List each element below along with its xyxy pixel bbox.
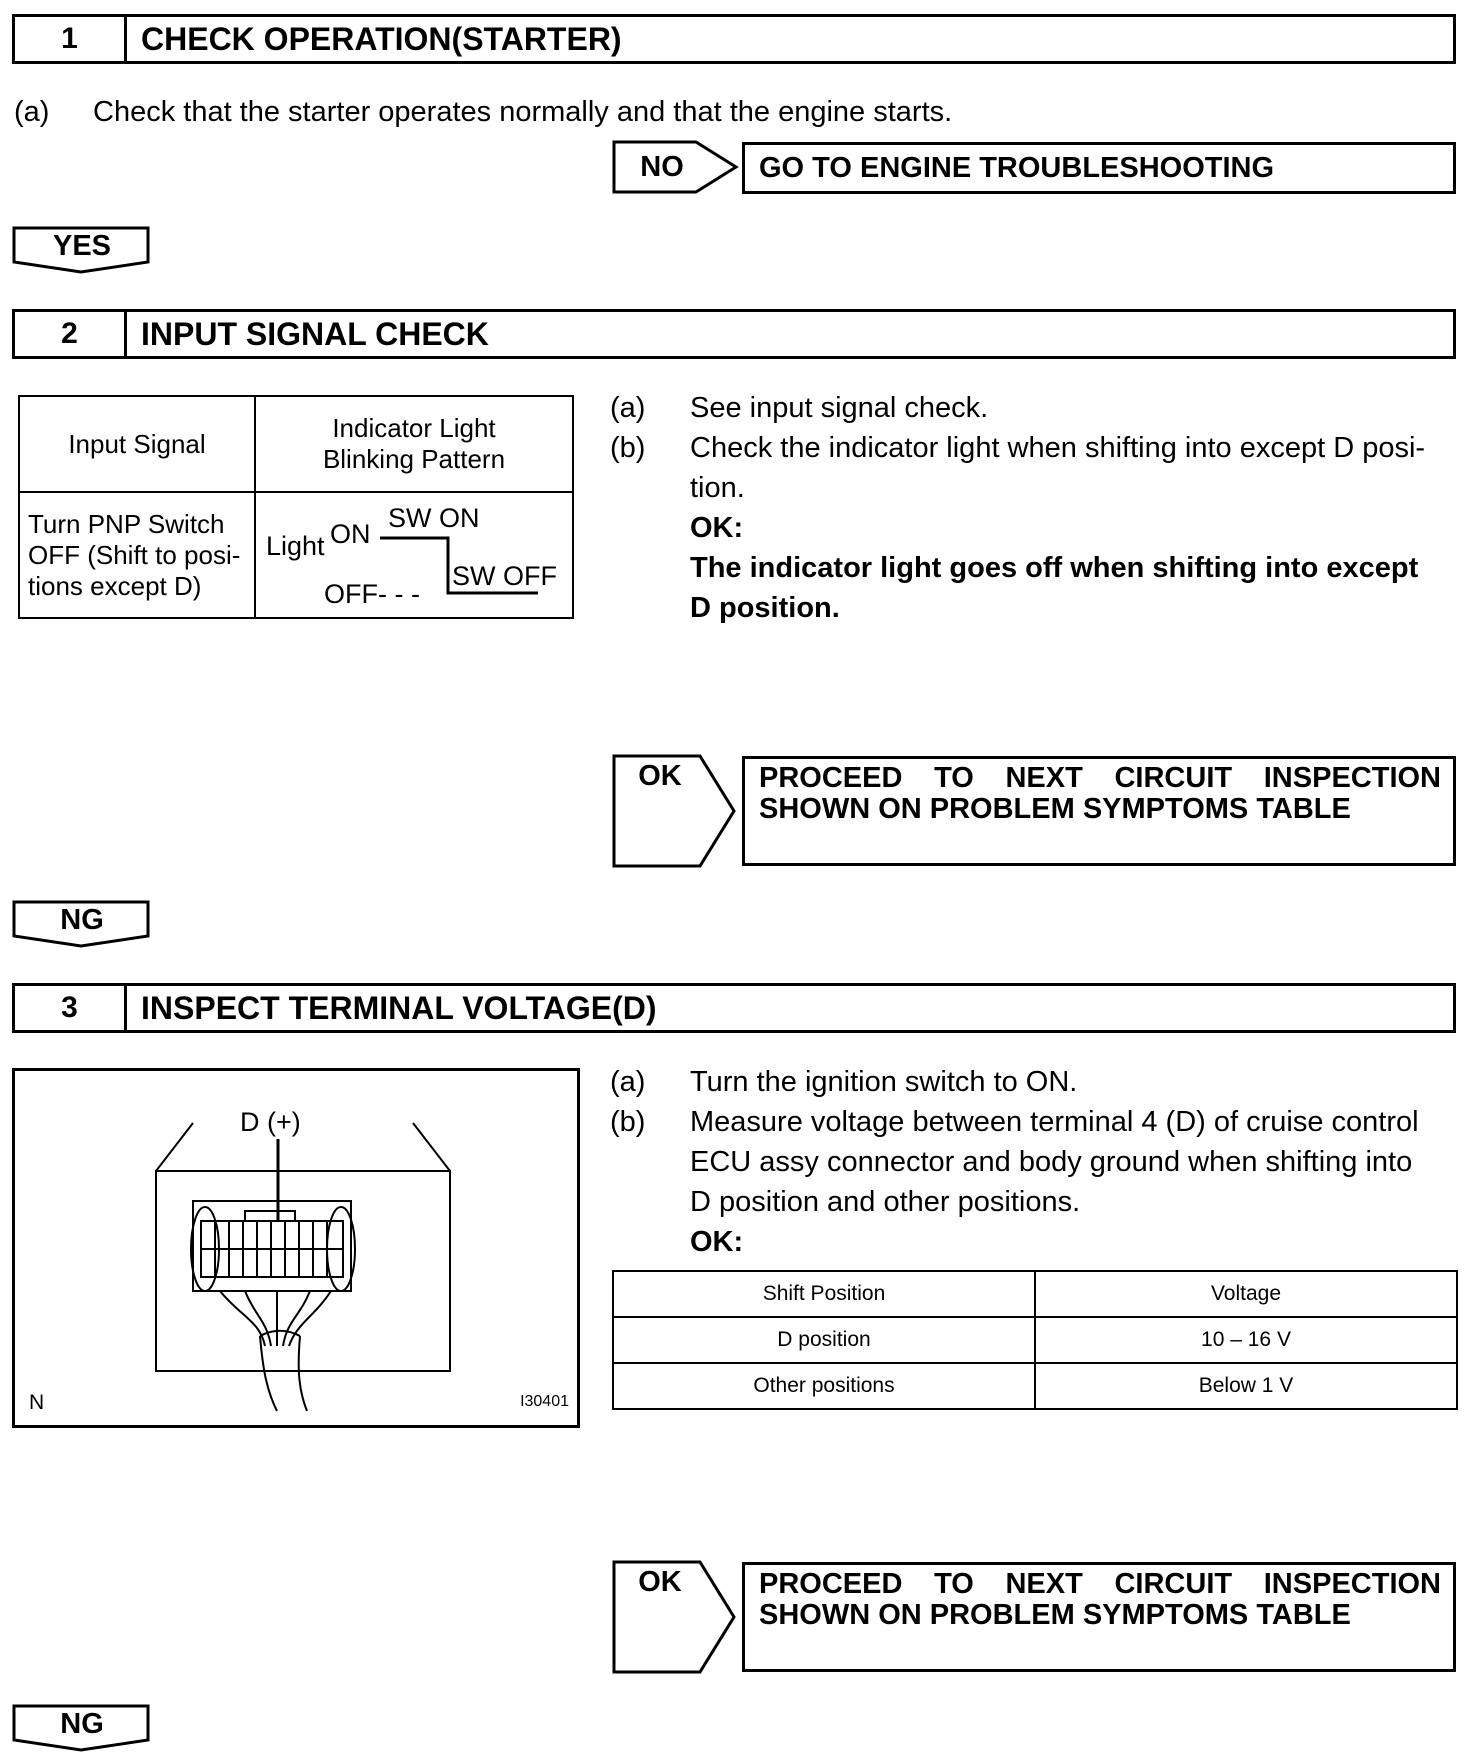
table-header-input-signal: Input Signal — [19, 396, 255, 492]
step-1-title: CHECK OPERATION(STARTER) — [141, 20, 622, 57]
step-2-ok-result-box — [742, 756, 1456, 866]
step-2-item-a-marker: (a) — [610, 392, 646, 424]
step-2-title: INPUT SIGNAL CHECK — [141, 315, 489, 352]
signal-line2: OFF (Shift to posi- — [28, 539, 241, 570]
step-3-ok-result-line2: SHOWN ON PROBLEM SYMPTOMS TABLE — [759, 1599, 1351, 1631]
waveform-on-label: ON — [330, 519, 371, 549]
step-1-item-a-marker: (a) — [14, 96, 50, 128]
figure-corner-mark: N — [29, 1391, 45, 1414]
step-1-header — [12, 14, 1456, 64]
step-3-ok-label: OK — [638, 1566, 682, 1598]
step-2-item-b-marker: (b) — [610, 432, 646, 464]
step-2-item-b-line2: tion. — [690, 472, 745, 504]
figure-id: I30401 — [520, 1393, 569, 1410]
voltage-table-voltage-cell: Below 1 V — [1035, 1363, 1457, 1409]
connector-figure — [12, 1068, 580, 1428]
voltage-table — [612, 1270, 1458, 1410]
step-2-ok-label: OK — [638, 760, 682, 792]
input-signal-table — [18, 395, 574, 619]
step-3-ok-result-box — [742, 1562, 1456, 1672]
step-2-item-b-line1: Check the indicator light when shifting into except D posi- — [690, 432, 1426, 464]
step-2-ok-heading: OK: — [690, 512, 744, 544]
header-pattern-line2: Blinking Pattern — [322, 444, 506, 474]
table-row — [613, 1317, 1457, 1363]
step-3-number: 3 — [15, 986, 127, 1030]
step-1-number: 1 — [15, 17, 127, 61]
step-2-item-a-text: See input signal check. — [690, 392, 989, 424]
no-label: NO — [640, 150, 684, 183]
table-cell-input-signal — [19, 492, 255, 618]
table-row — [613, 1363, 1457, 1409]
step-3-item-b-marker: (b) — [610, 1106, 646, 1138]
step-3-item-b-line1: Measure voltage between terminal 4 (D) of cruise control — [690, 1106, 1419, 1138]
step-3-title: INSPECT TERMINAL VOLTAGE(D) — [141, 989, 657, 1026]
waveform-diagram — [256, 493, 572, 617]
voltage-table-header-voltage: Voltage — [1035, 1271, 1457, 1317]
step-3-item-a-text: Turn the ignition switch to ON. — [690, 1066, 1078, 1098]
terminal-d-label: D (+) — [240, 1107, 301, 1137]
waveform-off-label: OFF- - - — [324, 579, 420, 609]
step-3-ok-heading: OK: — [690, 1226, 744, 1258]
step-2-ok-result-line2: SHOWN ON PROBLEM SYMPTOMS TABLE — [759, 793, 1351, 825]
step-3-header — [12, 983, 1456, 1033]
step-2-ok-line2: D position. — [690, 592, 840, 624]
step-2-ok-line1: The indicator light goes off when shifting into except — [690, 552, 1419, 584]
waveform-sw-on-label: SW ON — [388, 503, 480, 533]
step-3-ok-result-line1: PROCEED TO NEXT CIRCUIT INSPECTION — [759, 1568, 1441, 1600]
signal-line3: tions except D) — [28, 570, 202, 601]
step-3-item-b-line3: D position and other positions. — [690, 1186, 1081, 1218]
voltage-table-position-cell: Other positions — [613, 1363, 1035, 1409]
step-2-ng-label: NG — [60, 903, 104, 936]
voltage-table-header-position: Shift Position — [613, 1271, 1035, 1317]
waveform-sw-off-label: SW OFF — [452, 561, 557, 591]
step-2-number: 2 — [15, 312, 127, 356]
voltage-table-voltage-cell: 10 – 16 V — [1035, 1317, 1457, 1363]
header-pattern-line1: Indicator Light — [332, 413, 496, 443]
voltage-table-position-cell: D position — [613, 1317, 1035, 1363]
table-header-blinking-pattern — [255, 396, 573, 492]
step-3-item-a-marker: (a) — [610, 1066, 646, 1098]
step-3-ng-label: NG — [60, 1707, 104, 1740]
no-result-box: GO TO ENGINE TROUBLESHOOTING — [742, 142, 1456, 194]
signal-line1: Turn PNP Switch — [28, 508, 225, 539]
step-2-ok-result-line1: PROCEED TO NEXT CIRCUIT INSPECTION — [759, 762, 1441, 794]
table-cell-waveform — [255, 492, 573, 618]
yes-label: YES — [52, 229, 112, 262]
step-1-item-a-text: Check that the starter operates normally and that the engine starts. — [93, 96, 953, 128]
step-2-header — [12, 309, 1456, 359]
step-3-item-b-line2: ECU assy connector and body ground when shifting into — [690, 1146, 1413, 1178]
waveform-light-label: Light — [266, 531, 325, 561]
